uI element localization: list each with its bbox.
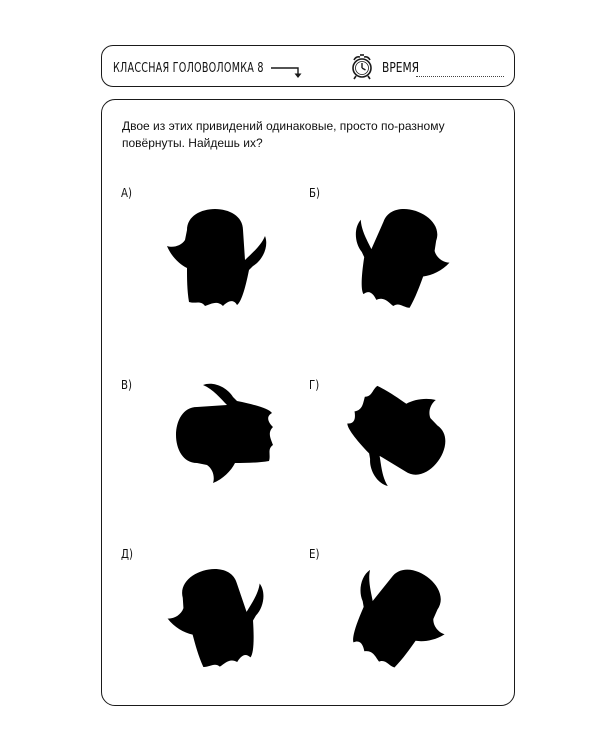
arrow-down-icon [270,62,304,80]
puzzle-title: КЛАССНАЯ ГОЛОВОЛОМКА 8 [113,61,264,76]
option-label-a: А) [121,186,132,200]
instruction-text: Двое из этих привидений одинаковые, просто по-разному повёрнуты. Найдешь их? [122,119,445,150]
ghost-icon-v[interactable] [147,370,287,500]
ghost-icon-e[interactable] [333,545,473,675]
option-label-d: Д) [121,547,133,561]
time-label: ВРЕМЯ [382,61,420,76]
ghost-icon-a[interactable] [145,185,285,315]
alarm-clock-icon [349,53,375,81]
option-label-b: Б) [309,186,320,200]
option-label-g: Г) [309,378,320,392]
option-label-e: Е) [309,547,320,561]
option-label-v: В) [121,378,132,392]
time-input-line[interactable] [416,76,504,77]
ghost-icon-b[interactable] [333,185,473,315]
ghost-icon-g[interactable] [335,372,475,502]
ghost-icon-d[interactable] [145,545,285,675]
